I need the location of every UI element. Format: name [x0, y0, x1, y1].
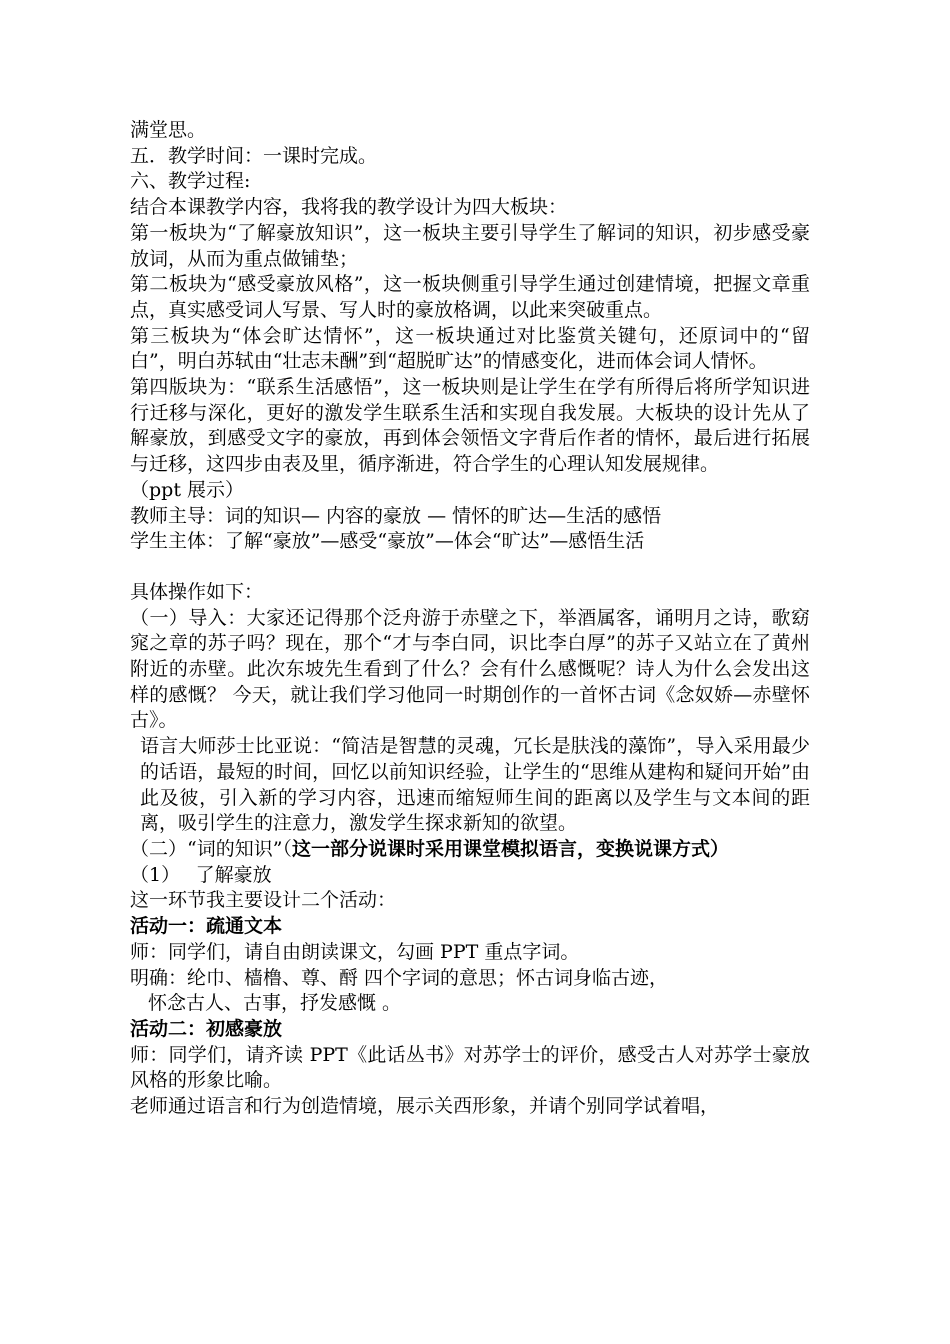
section-teaching-time: 五．教学时间：一课时完成。 — [130, 144, 378, 167]
text-line: 老师通过语言和行为创造情境，展示关西形象，并请个别同学试着唱， — [130, 1095, 720, 1118]
paragraph-introduction: （一）导入：大家还记得那个泛舟游于赤壁之下，举酒属客，诵明月之诗，歌窈窕之章的苏子吗？现在，那个“才与李白同，识比李白厚”的苏子又站立在了黄州附近的赤壁。此次东坡先生看到了什么？会有什么感慨呢？诗人为什么会发出这样的感慨？ 今天，就让我们学习他同一时期创作的一首怀古词《念奴娇—赤壁怀古》。 — [130, 606, 810, 732]
section-teaching-process: 六、教学过程: — [130, 170, 251, 193]
student-led-line: 学生主体：了解“豪放”—感受“豪放”—体会“旷达”—感悟生活 — [130, 530, 645, 553]
activity-two-instruction: 师：同学们，请齐读 PPT《此话丛书》对苏学士的评价，感受古人对苏学士豪放风格的形象比喻。 — [130, 1043, 810, 1092]
paragraph-block-three: 第三板块为“体会旷达情怀”，这一板块通过对比鉴赏关键句，还原词中的“留白”，明白苏轼由“壮志未酬”到“超脱旷达”的情感变化，进而体会词人情怀。 — [130, 324, 810, 373]
word-knowledge-bold-note: 这一部分说课时采用课堂模拟语言，变换说课方式） — [291, 837, 729, 860]
sub-heading-understand-haofang: （1） 了解豪放 — [130, 863, 272, 886]
paragraph-block-two: 第二板块为“感受豪放风格”，这一板块侧重引导学生通过创建情境，把握文章重点，真实感受词人写景、写人时的豪放格调，以此来突破重点。 — [130, 273, 810, 321]
activity-one-clarify: 明确：纶巾、樯橹、尊、酹 四个字词的意思；怀古词身临古迹， — [130, 966, 669, 989]
activity-two-title: 活动二：初感豪放 — [130, 1017, 283, 1040]
activity-one-clarify-continued: 怀念古人、古事，抒发感慨 。 — [148, 992, 402, 1015]
activity-one-instruction: 师：同学们，请自由朗读课文，勾画 PPT 重点字词。 — [130, 940, 580, 963]
blank-line — [130, 555, 810, 580]
paragraph-word-knowledge — [130, 837, 810, 863]
paragraph-introduction-rationale: 语言大师莎士比亚说：“简洁是智慧的灵魂，冗长是肤浅的藻饰”，导入采用最少的话语，最短的时间，回忆以前知识经验，让学生的“思维从建构和疑问开始”由此及彼，引入新的学习内容，迅速而缩短师生间的距离以及学生与文本间的距离，吸引学生的注意力，激发学生探求新知的欲望。 — [140, 735, 810, 835]
operations-heading: 具体操作如下： — [130, 580, 264, 603]
document-body — [130, 118, 810, 1120]
text-line: 结合本课教学内容，我将我的教学设计为四大板块： — [130, 196, 568, 219]
text-line: 这一环节我主要设计二个活动： — [130, 889, 397, 912]
paragraph-block-one: 第一板块为“了解豪放知识”，这一板块主要引导学生了解词的知识，初步感受豪放词，从而为重点做铺垫； — [130, 221, 810, 270]
ppt-note: （ppt 展示） — [130, 478, 245, 501]
text-line: 满堂思。 — [130, 119, 207, 141]
teacher-led-line: 教师主导：词的知识— 内容的豪放 — 情怀的旷达—生活的感悟 — [130, 504, 662, 527]
word-knowledge-label: （二）“词的知识”（ — [130, 837, 292, 860]
activity-one-title: 活动一：疏通文本 — [130, 915, 283, 938]
paragraph-block-four: 第四版块为：“联系生活感悟”，这一板块则是让学生在学有所得后将所学知识进行迁移与深化，更好的激发学生联系生活和实现自我发展。大板块的设计先从了解豪放，到感受文字的豪放，再到体会领悟文字背后作者的情怀，最后进行拓展与迁移，这四步由表及里，循序渐进，符合学生的心理认知发展规律。 — [130, 376, 810, 476]
